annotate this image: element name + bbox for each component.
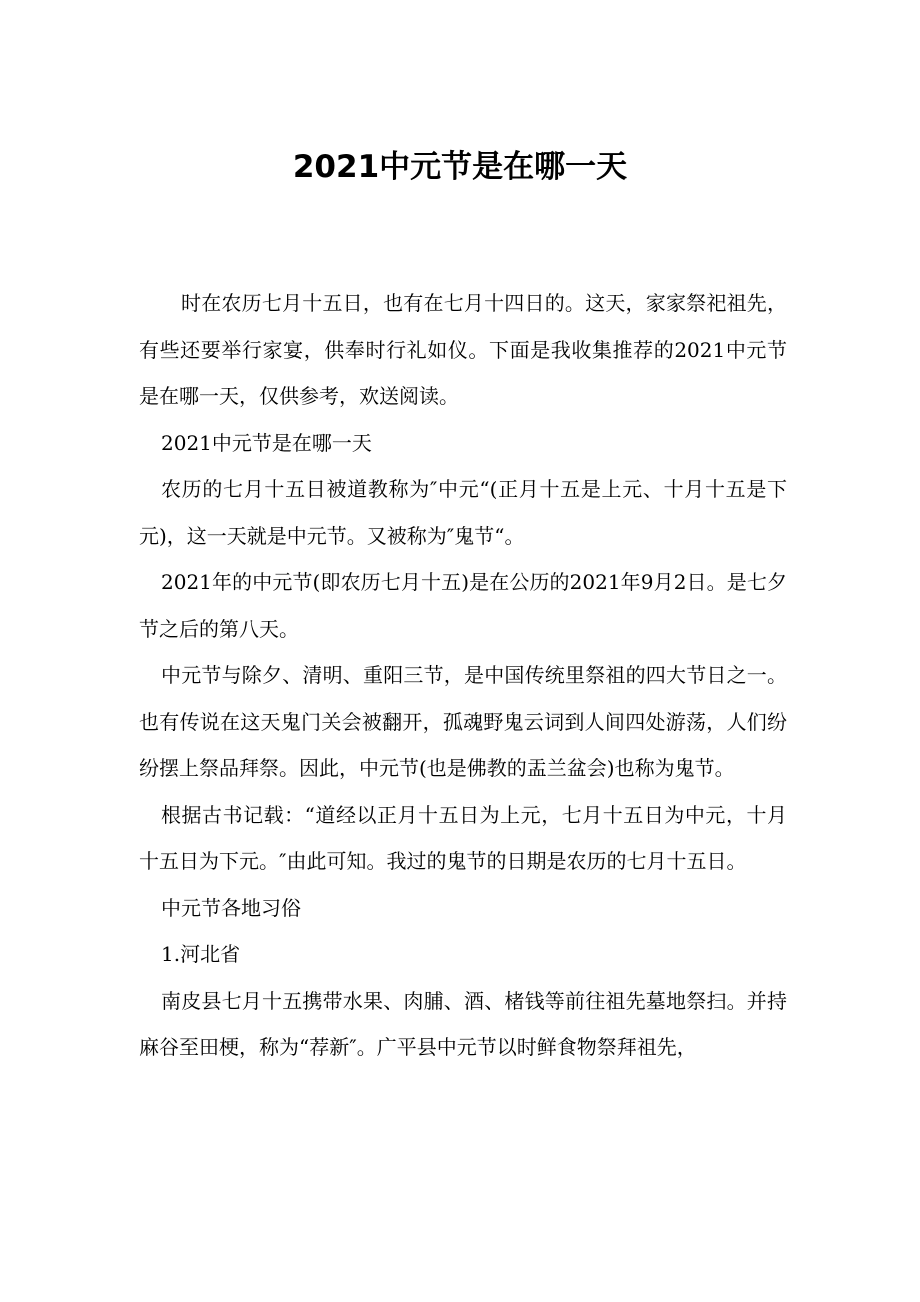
section-heading-date: 2021中元节是在哪一天	[161, 430, 372, 455]
intro-paragraph: 时在农历七月十五日，也有在七月十四日的。这天，家家祭祀祖先，有些还要举行家宴，供奉时行礼如仪。下面是我收集推荐的2021中元节是在哪一天，仅供参考，欢送阅读。	[139, 291, 787, 408]
section-heading-customs: 中元节各地习俗	[161, 895, 301, 920]
document-body	[139, 280, 787, 1071]
subheading-hebei: 1.河北省	[161, 942, 241, 966]
document-title: 2021中元节是在哪一天	[292, 149, 628, 185]
paragraph-four-festivals: 中元节与除夕、清明、重阳三节，是中国传统里祭祖的四大节日之一。也有传说在这天鬼门关会被翻开，孤魂野鬼云词到人间四处游荡，人们纷纷摆上祭品拜祭。因此，中元节(也是佛教的盂兰盆会)也称为鬼节。	[139, 663, 787, 780]
paragraph-ancient-records: 根据古书记载：“道经以正月十五日为上元，七月十五日为中元，十月十五日为下元。″由此可知。我过的鬼节的日期是农历的七月十五日。	[139, 802, 787, 873]
paragraph-definition: 农历的七月十五日被道教称为″中元“(正月十五是上元、十月十五是下元)，这一天就是中元节。又被称为″鬼节“。	[139, 477, 787, 548]
paragraph-date-2021: 2021年的中元节(即农历七月十五)是在公历的2021年9月2日。是七夕节之后的第八天。	[139, 570, 787, 641]
paragraph-hebei-customs: 南皮县七月十五携带水果、肉脯、酒、楮钱等前往祖先墓地祭扫。并持麻谷至田梗，称为“荐新″。广平县中元节以时鲜食物祭拜祖先，	[139, 988, 787, 1059]
